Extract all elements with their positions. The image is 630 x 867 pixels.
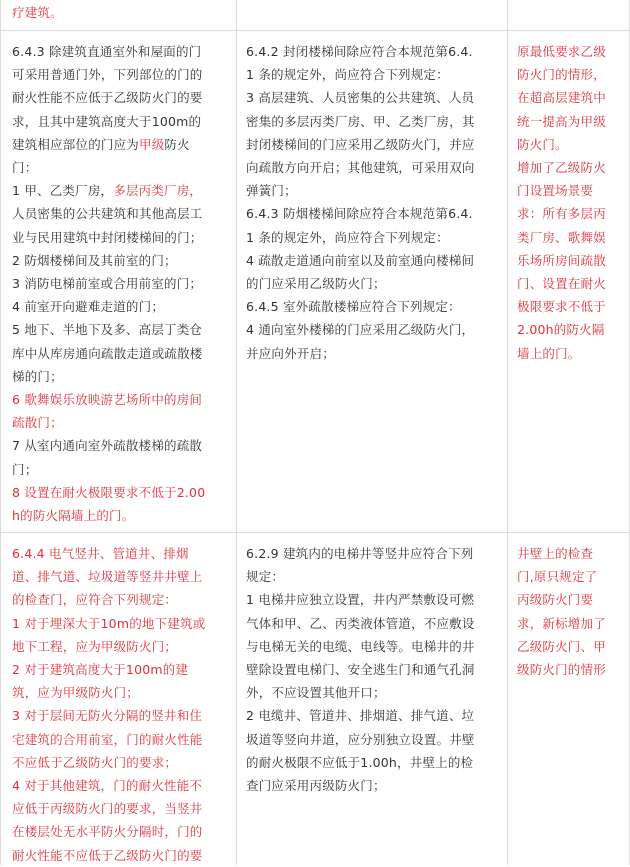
text-line: 梯的门； bbox=[12, 368, 63, 384]
text-line: 4 通向室外楼梯的门应采用乙级防火门， bbox=[246, 322, 475, 338]
text-line: 6.4.4 电气竖井、管道井、排烟 bbox=[12, 546, 189, 561]
text-line: 业与民用建筑中封闭楼梯间的门； bbox=[12, 229, 203, 245]
text-line: 乙级防火门、甲 bbox=[517, 638, 606, 654]
text-line: 道、排气道、垃圾道等竖井井壁上 bbox=[12, 569, 203, 585]
text-line: 疏散门； bbox=[12, 415, 63, 431]
text-line: 在超高层建筑中 bbox=[517, 90, 606, 106]
text-line: 规定： bbox=[246, 569, 285, 585]
text-line: 极限要求不低于 bbox=[517, 299, 606, 315]
text-line: 的检查门，应符合下列规定： bbox=[12, 592, 178, 608]
text-line: 查门应采用丙级防火门； bbox=[246, 778, 386, 794]
text-line: 级防火门的情形 bbox=[517, 662, 606, 678]
highlighted-text: 多层丙类厂房， bbox=[113, 183, 203, 199]
text-line: 2 对于建筑高度大于100m的建 bbox=[12, 662, 189, 678]
text-line: 应低于丙级防火门的要求，当竖井 bbox=[12, 801, 203, 817]
text-line: 的耐火极限不应低于1.00h，井壁上的检 bbox=[246, 754, 474, 770]
fragment-text: 疗建筑。 bbox=[12, 5, 63, 20]
text-line: 1 电梯井应独立设置，井内严禁敷设可燃 bbox=[246, 592, 475, 608]
row-divider-top bbox=[0, 30, 630, 31]
text-segment: 防火 bbox=[164, 136, 190, 152]
text-line bbox=[12, 133, 232, 156]
row2-change-note-cell bbox=[517, 542, 627, 681]
text-line: 2 电缆井、管道井、排烟道、排气道、垃 bbox=[246, 708, 475, 724]
text-line: h的防火隔墙上的门。 bbox=[12, 508, 135, 524]
text-line: 宅建筑的合用前室，门的耐火性能 bbox=[12, 731, 203, 747]
text-line: 封闭楼梯间的门应采用乙级防火门，并应 bbox=[246, 136, 475, 152]
text-line: 井壁上的检查 bbox=[517, 546, 594, 561]
column-divider-1 bbox=[236, 0, 237, 865]
text-line: 6.2.9 建筑内的电梯井等竖井应符合下列 bbox=[246, 546, 474, 561]
text-line: 4 对于其他建筑，门的耐火性能不 bbox=[12, 778, 203, 794]
text-line: 8 设置在耐火极限要求不低于2.00 bbox=[12, 484, 206, 500]
text-line: 门设置场景要 bbox=[517, 183, 594, 199]
text-line: 库中从库房通向疏散走道或疏散楼 bbox=[12, 345, 203, 361]
text-line: 弹簧门； bbox=[246, 183, 297, 199]
text-line: 门,原只规定了 bbox=[517, 569, 598, 585]
text-line: 防火门。 bbox=[517, 136, 568, 152]
text-line: 6.4.3 除建筑直通室外和屋面的门 bbox=[12, 44, 202, 59]
text-line: 增加了乙级防火 bbox=[517, 160, 606, 176]
text-line: 4 前室开向避难走道的门； bbox=[12, 299, 165, 315]
text-segment: 1 甲、乙类厂房， bbox=[12, 183, 114, 199]
text-line: 筑，应为甲级防火门； bbox=[12, 685, 140, 701]
highlighted-text: 甲级 bbox=[139, 136, 165, 152]
text-line: 密集的多层丙类厂房、甲、乙类厂房，其 bbox=[246, 113, 475, 129]
text-line: 圾道等竖向井道，应分别独立设置。井壁 bbox=[246, 731, 475, 747]
text-line: 1 对于埋深大于10m的地下建筑或 bbox=[12, 615, 206, 631]
text-line: 与电梯无关的电缆、电线等。电梯井的井 bbox=[246, 638, 475, 654]
text-line: 耐火性能不应低于乙级防火门的要 bbox=[12, 90, 203, 106]
table-border-left bbox=[0, 0, 1, 865]
text-line: 4 疏散走道通向前室以及前室通向楼梯间 bbox=[246, 252, 475, 268]
text-line: 人员密集的公共建筑和其他高层工 bbox=[12, 206, 203, 222]
row1-old-standard-cell bbox=[246, 40, 504, 365]
text-line: 5 地下、半地下及多、高层丁类仓 bbox=[12, 322, 203, 338]
row1-change-note-cell bbox=[517, 40, 627, 365]
row2-new-standard-cell bbox=[12, 542, 232, 867]
text-line: 在楼层处无水平防火分隔时，门的 bbox=[12, 824, 203, 840]
text-line: 6.4.3 防烟楼梯间除应符合本规范第6.4. bbox=[246, 206, 473, 222]
text-line: 门、设置在耐火 bbox=[517, 276, 606, 292]
text-line bbox=[12, 179, 232, 202]
text-line: 6 歌舞娱乐放映游艺场所中的房间 bbox=[12, 392, 203, 408]
previous-row-fragment bbox=[12, 1, 63, 24]
row-divider-middle bbox=[0, 532, 630, 533]
text-line: 不应低于乙级防火门的要求； bbox=[12, 754, 178, 770]
text-line: 的门应采用乙级防火门； bbox=[246, 276, 386, 292]
text-line: 耐火性能不应低于乙级防火门的要 bbox=[12, 847, 203, 863]
text-line: 气体和甲、乙、丙类液体管道，不应敷设 bbox=[246, 615, 475, 631]
text-line: 6.4.2 封闭楼梯间除应符合本规范第6.4. bbox=[246, 44, 473, 59]
text-line: 7 从室内通向室外疏散楼梯的疏散 bbox=[12, 438, 203, 454]
text-line: 1 条的规定外，尚应符合下列规定： bbox=[246, 67, 449, 83]
text-line: 类厂房、歌舞娱 bbox=[517, 229, 606, 245]
text-line: 3 消防电梯前室或合用前室的门； bbox=[12, 276, 203, 292]
column-divider-2 bbox=[507, 0, 508, 865]
text-line: 3 高层建筑、人员密集的公共建筑、人员 bbox=[246, 90, 475, 106]
text-line: 2.00h的防火隔 bbox=[517, 322, 605, 338]
text-line: 求：所有多层丙 bbox=[517, 206, 606, 222]
text-line: 并应向外开启； bbox=[246, 345, 335, 361]
text-line: 向疏散方向开启；其他建筑，可采用双向 bbox=[246, 160, 475, 176]
text-line: 门； bbox=[12, 461, 38, 477]
text-line: 3 对于层间无防火分隔的竖井和住 bbox=[12, 708, 203, 724]
text-line: 丙级防火门要 bbox=[517, 592, 594, 608]
text-segment: 建筑相应部位的门应为 bbox=[12, 136, 140, 152]
row2-old-standard-cell bbox=[246, 542, 504, 797]
text-line: 墙上的门。 bbox=[517, 345, 581, 361]
text-line: 防火门的情形， bbox=[517, 67, 606, 83]
text-line: 求，且其中建筑高度大于100m的 bbox=[12, 113, 202, 129]
text-line: 统一提高为甲级 bbox=[517, 113, 606, 129]
text-line: 1 条的规定外，尚应符合下列规定： bbox=[246, 229, 449, 245]
text-line: 可采用普通门外，下列部位的门的 bbox=[12, 67, 203, 83]
text-line: 门： bbox=[12, 160, 38, 176]
row1-new-standard-cell bbox=[12, 40, 232, 527]
text-line: 乐场所房间疏散 bbox=[517, 252, 606, 268]
text-line: 外，不应设置其他开口； bbox=[246, 685, 386, 701]
text-line: 壁除设置电梯门、安全逃生门和通气孔洞 bbox=[246, 662, 475, 678]
text-line: 6.4.5 室外疏散楼梯应符合下列规定： bbox=[246, 299, 461, 315]
text-line: 地下工程，应为甲级防火门； bbox=[12, 638, 178, 654]
text-line: 原最低要求乙级 bbox=[517, 44, 606, 59]
text-line: 2 防烟楼梯间及其前室的门； bbox=[12, 252, 177, 268]
text-line: 求，新标增加了 bbox=[517, 615, 606, 631]
